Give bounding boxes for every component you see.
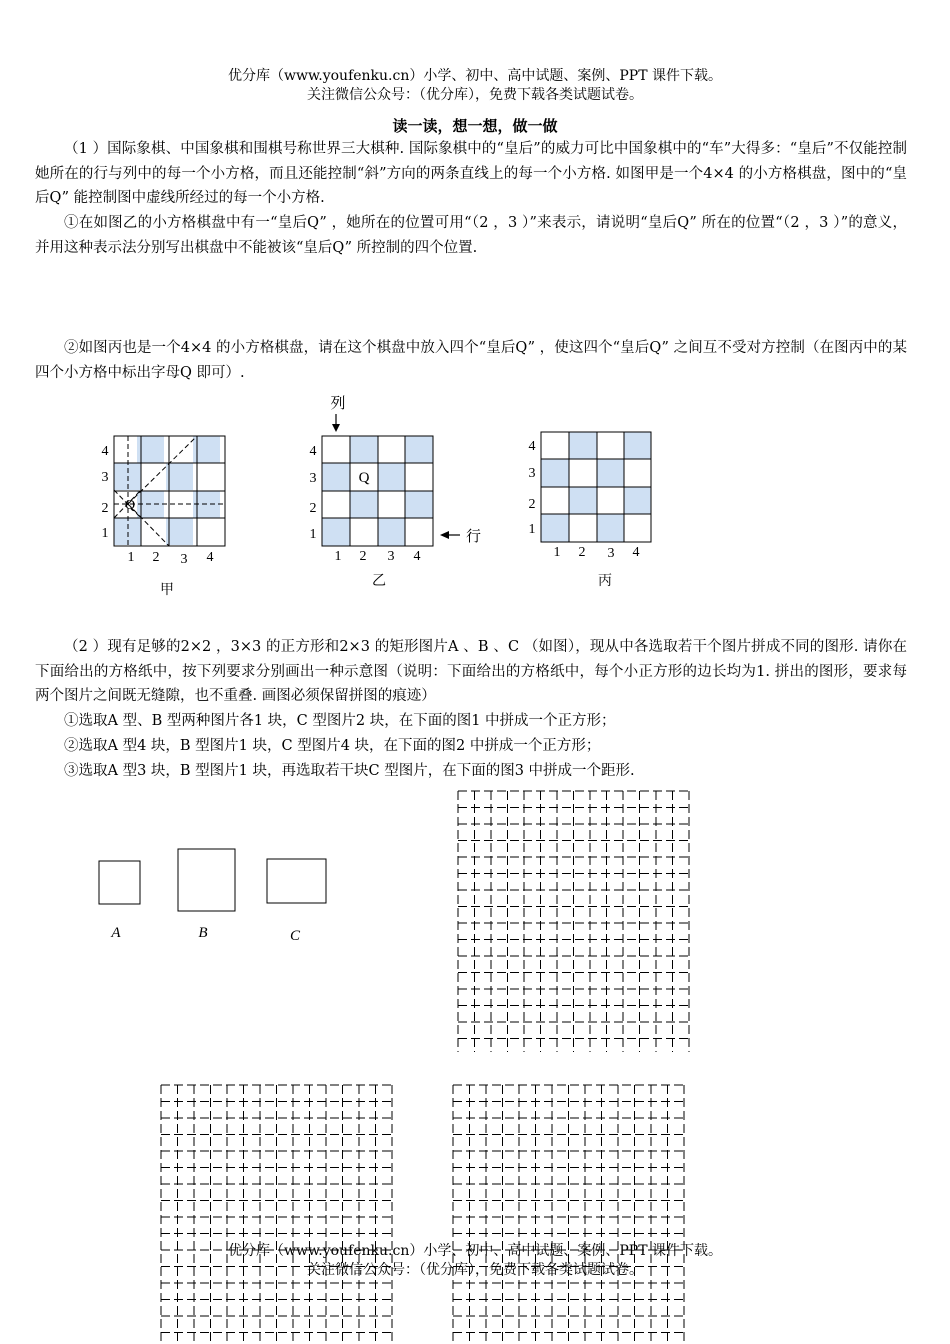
footer-line-1: 优分库（www.youfenku.cn）小学、初中、高中试题、案例、PPT 课件下载。 xyxy=(227,1243,722,1259)
bing-col-label: 1 xyxy=(553,545,561,560)
header-line-1: 优分库（www.youfenku.cn）小学、初中、高中试题、案例、PPT 课件下载。 xyxy=(227,68,722,84)
q1-part1: ①在如图乙的小方格棋盘中有一“皇后Q” ，她所在的位置可用“（2 ，3 ）”来表示，请说明“皇后Q” 所在的位置“（2 ，3 ）”的意义，并用这种表示法分别写出棋盘中不能被该“皇后Q” 所控制的四个位置. xyxy=(35,215,907,256)
grid-paper-3 xyxy=(450,1082,690,1344)
col-arrow-label: 列 xyxy=(330,396,346,412)
yi-col-label: 2 xyxy=(359,549,367,564)
q2-intro: （2 ）现有足够的2×2 ，3×3 的正方形和2×3 的矩形图片A 、B 、C （如图），现从中各选取若干个图片拼成不同的图形. 请你在下面给出的方格纸中，按下列要求分别画出一种示意图（说明：下面给出的方格纸中，每个小正方形的边长均为1. 拼出的图形，要求每两个图片之间既无缝隙，也不重叠. 画图必须保留拼图的痕迹） xyxy=(35,639,907,704)
shape-c xyxy=(267,859,326,903)
jia-col-label: 2 xyxy=(152,550,160,565)
jia-row-label: 2 xyxy=(101,501,109,516)
col-arrow-icon xyxy=(332,424,340,432)
board-jia xyxy=(95,430,245,605)
shape-b-label: B xyxy=(198,925,208,941)
yi-col-label: 4 xyxy=(413,549,421,564)
bing-caption: 丙 xyxy=(598,574,612,589)
yi-caption: 乙 xyxy=(372,574,386,589)
shape-a-label: A xyxy=(111,925,121,941)
bing-row-label: 1 xyxy=(528,522,536,537)
row-arrow-label: 行 xyxy=(466,529,482,545)
yi-queen-label: Q xyxy=(358,470,370,486)
footer-line-2: 关注微信公众号：（优分库），免费下载各类试题试卷。 xyxy=(307,1262,643,1278)
jia-col-label: 3 xyxy=(180,552,188,567)
yi-row-label: 2 xyxy=(309,501,317,516)
jia-caption: 甲 xyxy=(160,583,174,598)
q1-part2: ②如图丙也是一个4×4 的小方格棋盘，请在这个棋盘中放入四个“皇后Q” ，使这四个“皇后Q” 之间互不受对方控制（在图丙中的某四个小方格中标出字母Q 即可）. xyxy=(35,340,907,381)
header-line-2: 关注微信公众号：（优分库），免费下载各类试题试卷。 xyxy=(307,87,643,103)
q2-item-3: ③选取A 型3 块，B 型图片1 块，再选取若干块C 型图片，在下面的图3 中拼成一个距形. xyxy=(64,763,635,779)
jia-col-label: 4 xyxy=(206,550,214,565)
jia-col-label: 1 xyxy=(127,550,135,565)
q2-item-1: ①选取A 型、B 型两种图片各1 块，C 型图片2 块，在下面的图1 中拼成一个正方形； xyxy=(64,713,616,729)
bing-row-label: 2 xyxy=(528,497,536,512)
shape-a xyxy=(99,861,140,904)
yi-row-label: 1 xyxy=(309,527,317,542)
bing-row-label: 3 xyxy=(528,466,536,481)
bing-col-label: 3 xyxy=(607,546,615,561)
grid-paper-1 xyxy=(455,788,695,1052)
shape-figures xyxy=(90,840,340,950)
shape-c-label: C xyxy=(289,928,301,944)
board-yi xyxy=(300,390,495,595)
bing-col-label: 2 xyxy=(578,545,586,560)
q2-item-2: ②选取A 型4 块，B 型图片1 块，C 型图片4 块，在下面的图2 中拼成一个正方形； xyxy=(64,738,601,754)
bing-col-label: 4 xyxy=(632,545,640,560)
page-title: 读一读，想一想，做一做 xyxy=(392,117,558,135)
yi-row-label: 4 xyxy=(309,444,317,459)
jia-queen-label: Q xyxy=(124,498,136,513)
yi-col-label: 3 xyxy=(387,549,395,564)
board-bing xyxy=(515,425,665,595)
jia-row-label: 3 xyxy=(101,470,109,485)
grid-paper-2 xyxy=(158,1082,398,1344)
q1-intro: （1 ）国际象棋、中国象棋和围棋号称世界三大棋种. 国际象棋中的“皇后”的威力可比中国象棋中的“车”大得多：“皇后”不仅能控制她所在的行与列中的每一个小方格，而且还能控制“斜”方向的两条直线上的每一个小方格. 如图甲是一个4×4 的小方格棋盘，图中的“皇后Q” 能控制图中虚线所经过的每一个小方格. xyxy=(35,141,907,206)
row-arrow-icon xyxy=(440,531,449,539)
bing-row-label: 4 xyxy=(528,439,536,454)
jia-row-label: 1 xyxy=(101,526,109,541)
yi-row-label: 3 xyxy=(309,471,317,486)
shape-b xyxy=(178,849,235,911)
yi-col-label: 1 xyxy=(334,549,342,564)
jia-row-label: 4 xyxy=(101,444,109,459)
